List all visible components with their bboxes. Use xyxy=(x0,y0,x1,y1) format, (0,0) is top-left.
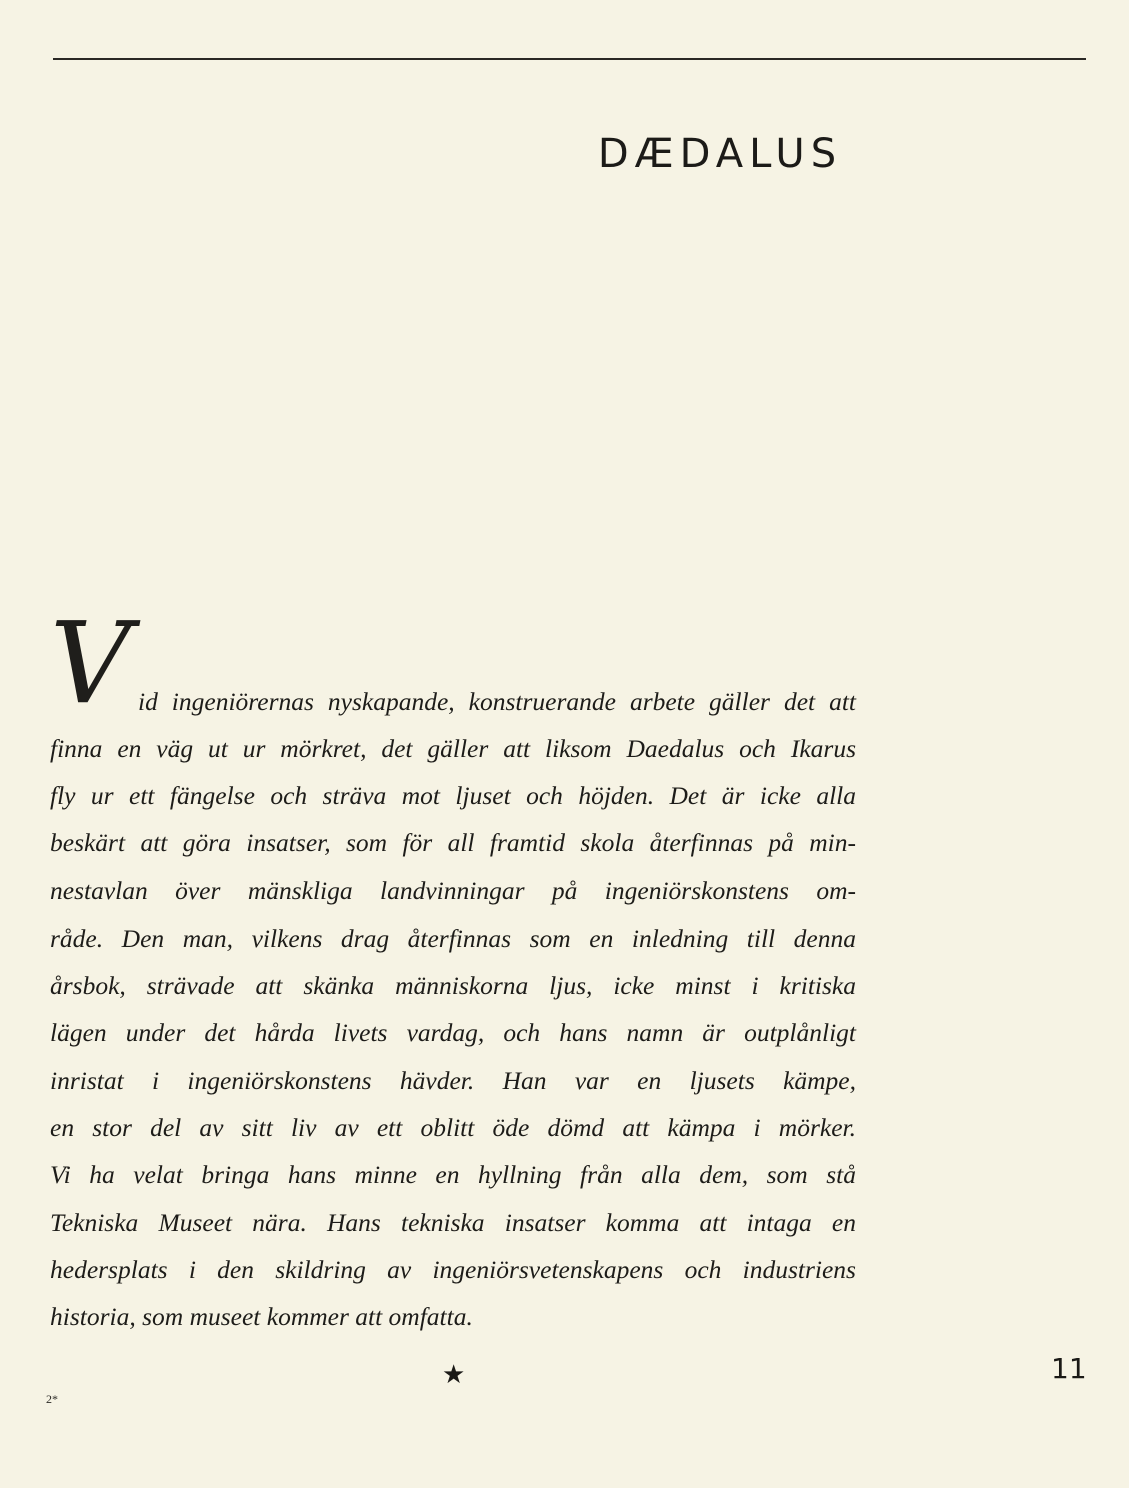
text-line: beskärt att göra insatser, som för all framtid skola återfinnas på min- xyxy=(50,828,856,857)
text-line: en stor del av sitt liv av ett oblitt öde dömd att kämpa i mörker. xyxy=(50,1113,856,1142)
text-line: fly ur ett fängelse och sträva mot ljuset och höjden. Det är icke alla xyxy=(50,781,856,810)
text-line: finna en väg ut ur mörkret, det gäller att liksom Daedalus och Ikarus xyxy=(50,734,856,763)
text-line: inristat i ingeniörskonstens hävder. Han var en ljusets kämpe, xyxy=(50,1066,856,1095)
star-ornament: ★ xyxy=(442,1360,466,1390)
text-line: nestavlan över mänskliga landvinningar på ingeniörskonstens om- xyxy=(50,876,856,905)
text-line: Vi ha velat bringa hans minne en hyllning från alla dem, som stå xyxy=(50,1160,856,1189)
text-line: Tekniska Museet nära. Hans tekniska insatser komma att intaga en xyxy=(50,1208,856,1237)
text-line: lägen under det hårda livets vardag, och hans namn är outplånligt xyxy=(50,1018,856,1047)
text-line: historia, som museet kommer att omfatta. xyxy=(50,1302,473,1331)
text-line: id ingeniörernas nyskapande, konstruerande arbete gäller det att xyxy=(138,687,856,716)
text-line: hedersplats i den skildring av ingeniörsvetenskapens och industriens xyxy=(50,1255,856,1284)
page-number: 11 xyxy=(1051,1352,1087,1385)
drop-cap: V xyxy=(50,599,131,729)
text-line: råde. Den man, vilkens drag återfinnas som en inledning till denna xyxy=(50,924,856,953)
page-title: DÆDALUS xyxy=(597,131,843,177)
top-rule xyxy=(53,58,1086,60)
text-line: årsbok, strävade att skänka människorna ljus, icke minst i kritiska xyxy=(50,971,856,1000)
signature-mark: 2* xyxy=(46,1392,58,1406)
